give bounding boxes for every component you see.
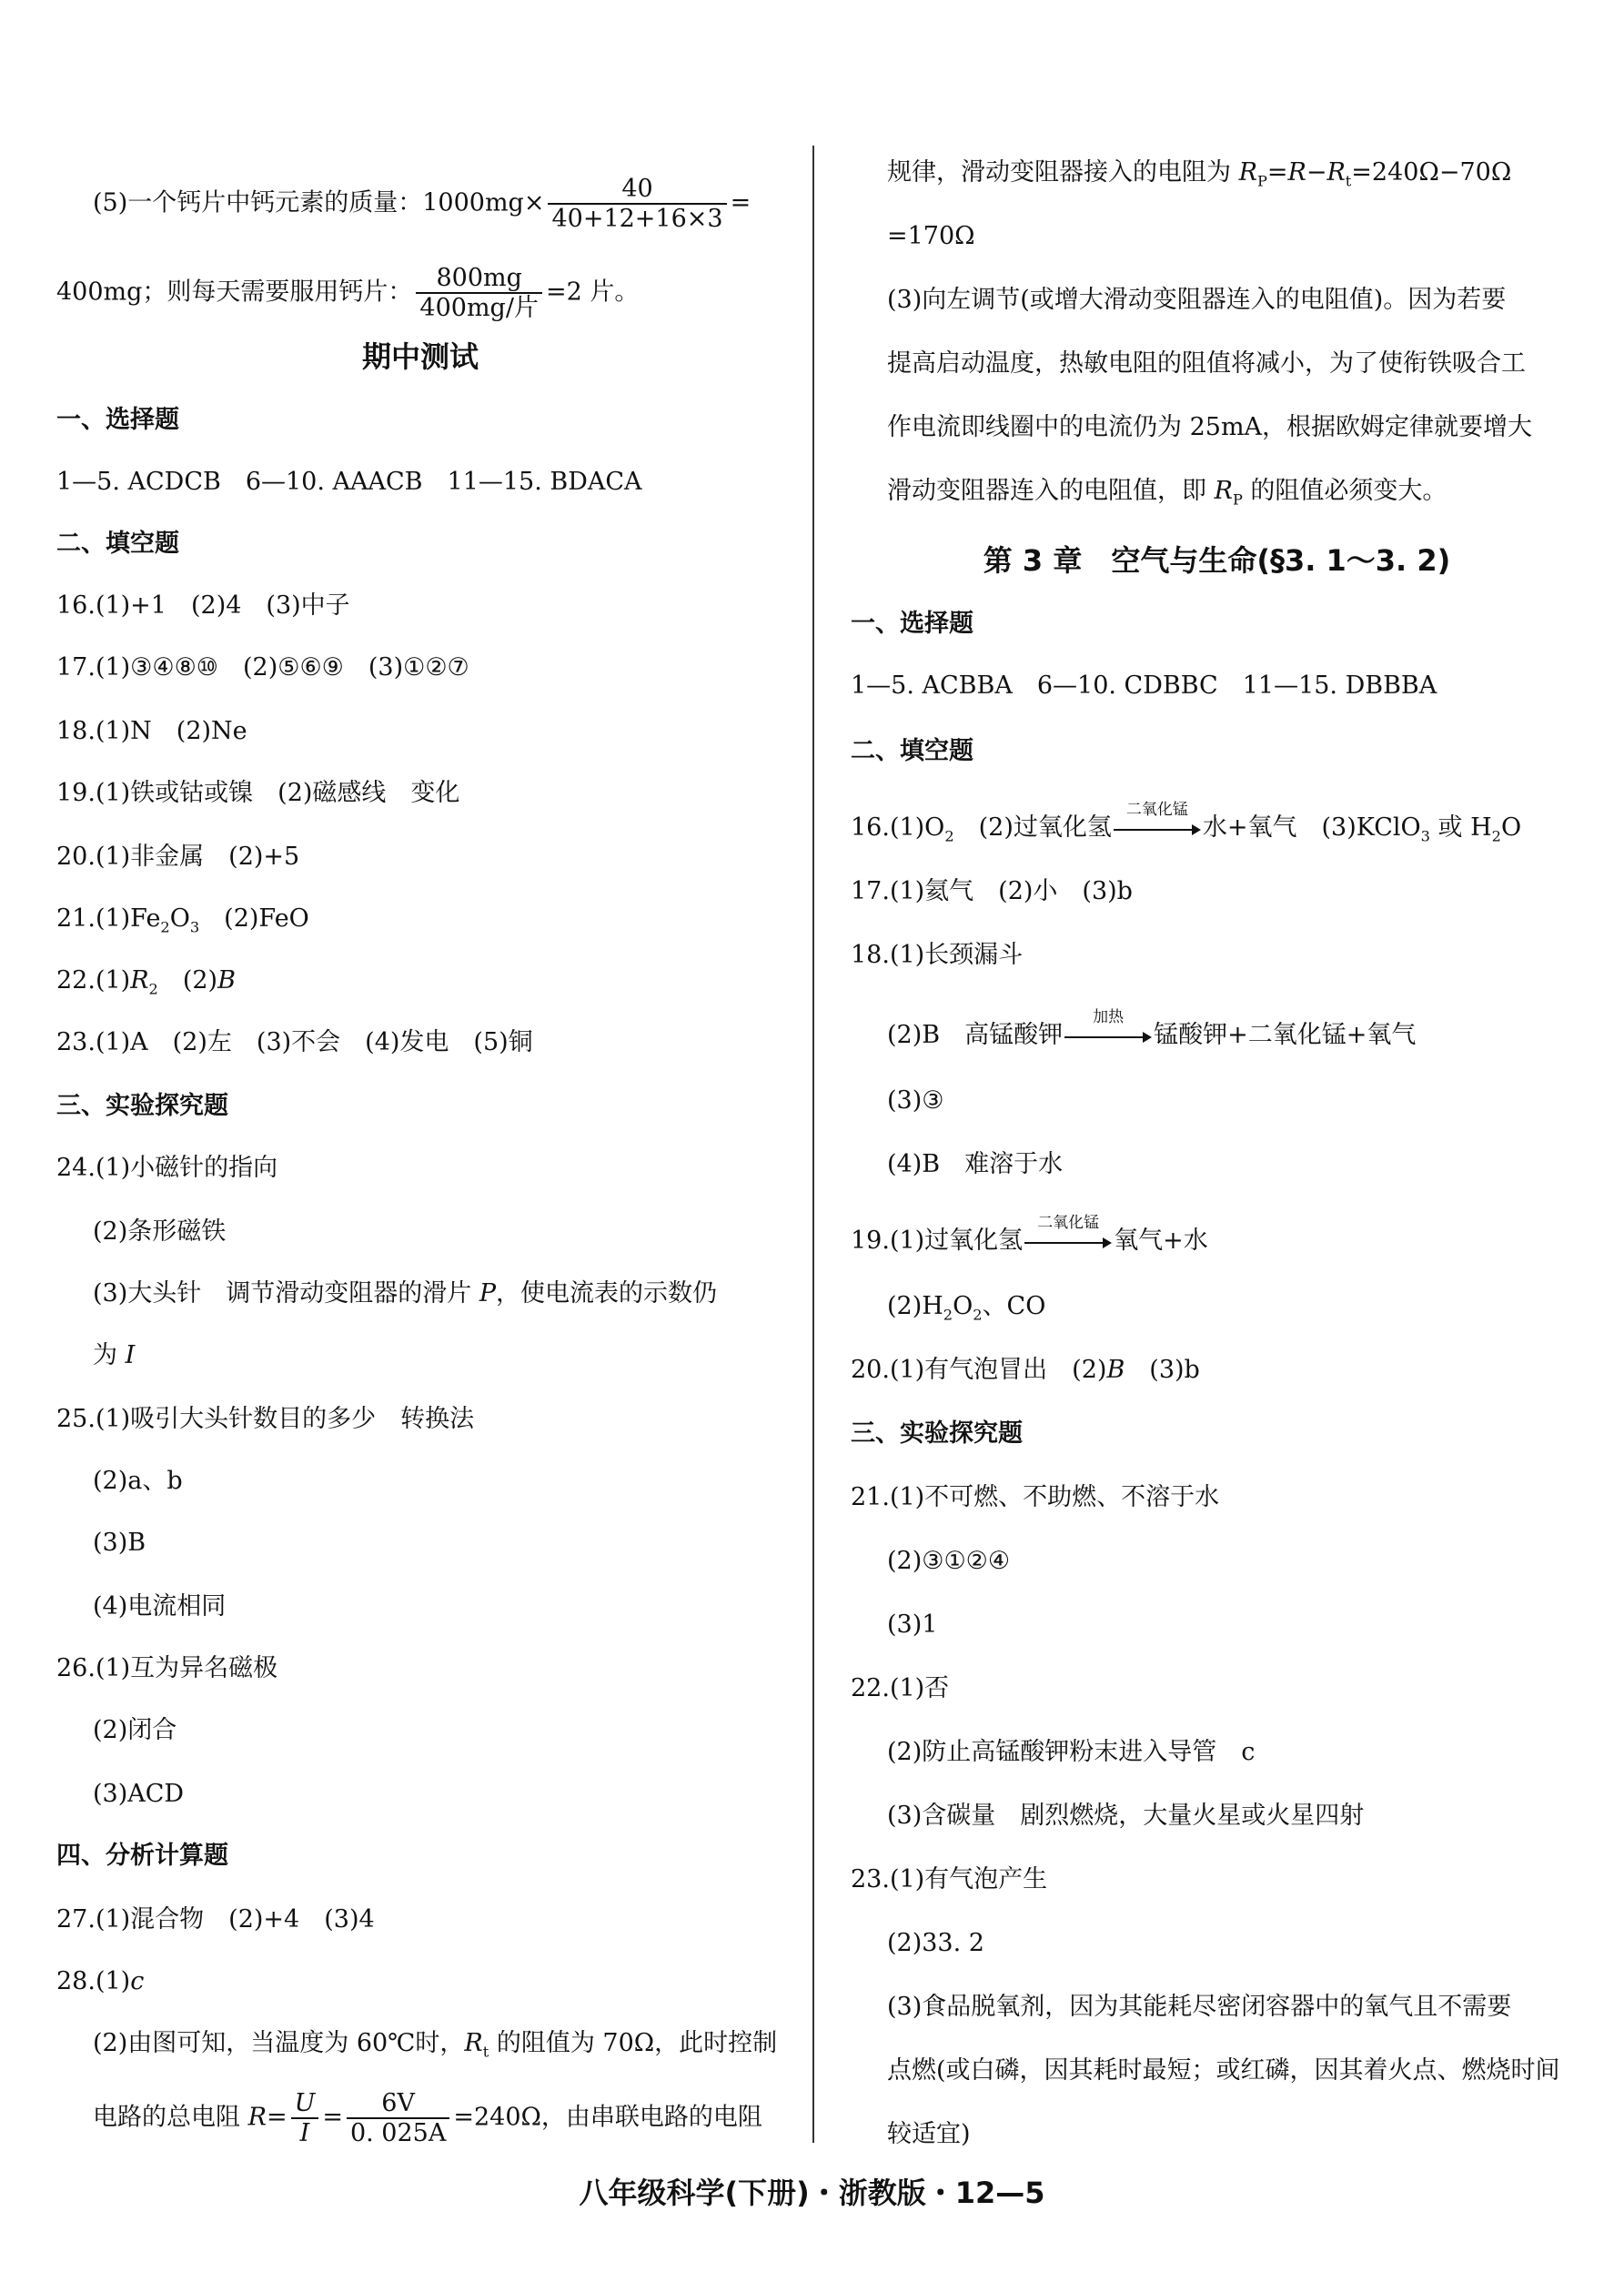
answer-18-3: (3)③ bbox=[887, 1086, 944, 1115]
answer-22: $22.(1)R_2$ (2)B bbox=[56, 966, 236, 998]
answer-16: 16.(1)+1 (2)4 (3)中子 bbox=[56, 591, 350, 620]
section-title-chapter3: 第 3 章 空气与生命(§3. 1～3. 2) bbox=[983, 543, 1451, 578]
answer-23-3: (3)食品脱氧剂，因为其能耗尽密闭容器中的氧气且不需要 bbox=[887, 1993, 1512, 2021]
answer-19-1: 19.(1)过氧化氢 二氧化锰 氧气+水 bbox=[851, 1213, 1208, 1255]
answer-17: 17.(1)氦气 (2)小 (3)b bbox=[851, 877, 1133, 905]
answer-23-2: (2)33. 2 bbox=[887, 1929, 984, 1957]
heading-experiment: 三、实验探究题 bbox=[56, 1092, 228, 1120]
reaction-arrow: 二氧化锰 bbox=[1114, 822, 1201, 836]
answer-24-3: (3)大头针 调节滑动变阻器的滑片 P，使电流表的示数仍 bbox=[93, 1279, 717, 1308]
answer-25-4: (4)电流相同 bbox=[93, 1592, 227, 1621]
answer-26-3: (3)ACD bbox=[93, 1780, 185, 1808]
answer-20: 20.(1)非金属 (2)+5 bbox=[56, 843, 300, 871]
answer-20: 20.(1)有气泡冒出 (2)B (3)b bbox=[851, 1356, 1200, 1384]
text: =2 片。 bbox=[545, 278, 640, 307]
answer-27: 27.(1)混合物 (2)+4 (3)4 bbox=[56, 1905, 375, 1934]
heading-choice: 一、选择题 bbox=[851, 610, 973, 638]
numerator: 800mg bbox=[416, 264, 542, 294]
heading-experiment: 三、实验探究题 bbox=[851, 1419, 1023, 1448]
answer-22-1: 22.(1)否 bbox=[851, 1674, 950, 1702]
page-footer: 八年级科学(下册)・浙教版・12—5 bbox=[579, 2176, 1045, 2210]
text-r1: 规律，滑动变阻器接入的电阻为 $R_P=R-R_t=240\Omega-70\Omega$ bbox=[887, 158, 1512, 190]
text: (5)一个钙片中钙元素的质量：1000mg× bbox=[93, 188, 545, 217]
denominator: 40+12+16×3 bbox=[551, 205, 723, 234]
text-r4: 提高启动温度，热敏电阻的阻值将减小，为了使衔铁吸合工 bbox=[887, 349, 1526, 378]
answer-28-2: (2)由图可知，当温度为 60℃时，$R_t$ 的阻值为 70Ω，此时控制 bbox=[93, 2029, 778, 2061]
heading-choice: 一、选择题 bbox=[56, 406, 179, 434]
answer-18-4: (4)B 难溶于水 bbox=[887, 1150, 1064, 1178]
answer-18: 18.(1)N (2)Ne bbox=[56, 717, 247, 745]
text-r2: =170Ω bbox=[887, 222, 975, 250]
answer-28-1: 28.(1)c bbox=[56, 1967, 145, 1995]
heading-calculation: 四、分析计算题 bbox=[56, 1842, 228, 1870]
answer-23-4: 点燃(或白磷，因其耗时最短；或红磷，因其着火点、燃烧时间 bbox=[887, 2056, 1560, 2085]
fraction bbox=[416, 264, 542, 322]
answer-24-1: 24.(1)小磁针的指向 bbox=[56, 1154, 278, 1182]
text-r5: 作电流即线圈中的电流仍为 25mA，根据欧姆定律就要增大 bbox=[887, 413, 1533, 441]
answer-22-2: (2)防止高锰酸钾粉末进入导管 c bbox=[887, 1738, 1256, 1766]
answer-19: 19.(1)铁或钴或镍 (2)磁感线 变化 bbox=[56, 779, 460, 807]
answer-18-2: (2)B 高锰酸钾 加热 锰酸钾+二氧化锰+氧气 bbox=[887, 1007, 1417, 1049]
answer-24-4: 为 I bbox=[93, 1341, 136, 1369]
answer-16: $16.(1)O_2$ (2)过氧化氢 二氧化锰 水+氧气 (3)KClO$_3$ 或 $H_2O$ bbox=[851, 800, 1522, 845]
text-r3: (3)向左调节(或增大滑动变阻器连入的电阻值)。因为若要 bbox=[887, 286, 1507, 314]
heading-fill: 二、填空题 bbox=[851, 737, 973, 765]
answer-24-2: (2)条形磁铁 bbox=[93, 1217, 227, 1246]
answer-23: 23.(1)A (2)左 (3)不会 (4)发电 (5)铜 bbox=[56, 1028, 533, 1056]
answer-23-5: 较适宜) bbox=[887, 2120, 971, 2148]
calc-line-2 bbox=[56, 264, 639, 322]
reaction-arrow: 加热 bbox=[1064, 1029, 1152, 1044]
answer-1-15: 1—5. ACBBA 6—10. CDBBC 11—15. DBBBA bbox=[851, 672, 1437, 700]
answer-22-3: (3)含碳量 剧烈燃烧，大量火星或火星四射 bbox=[887, 1802, 1365, 1830]
column-divider bbox=[812, 146, 814, 2143]
answer-21-1: 21.(1)不可燃、不助燃、不溶于水 bbox=[851, 1483, 1220, 1511]
text: = bbox=[730, 188, 751, 217]
answer-26-2: (2)闭合 bbox=[93, 1716, 177, 1744]
answer-17: 17.(1)③④⑧⑩ (2)⑤⑥⑨ (3)①②⑦ bbox=[56, 653, 469, 682]
answer-21: $21.(1)Fe_2O_3$ (2)FeO bbox=[56, 904, 309, 936]
answer-25-3: (3)B bbox=[93, 1529, 146, 1557]
answer-25-1: 25.(1)吸引大头针数目的多少 转换法 bbox=[56, 1405, 475, 1433]
answer-19-2: $(2)H_2O_2$、CO bbox=[887, 1292, 1046, 1324]
reaction-arrow: 二氧化锰 bbox=[1024, 1235, 1112, 1249]
answer-26-1: 26.(1)互为异名磁极 bbox=[56, 1654, 278, 1682]
calc-line-1 bbox=[93, 175, 751, 233]
answer-21-3: (3)1 bbox=[887, 1611, 938, 1639]
fraction: $\frac{U}{I}$ bbox=[291, 2089, 319, 2147]
answer-23-1: 23.(1)有气泡产生 bbox=[851, 1865, 1048, 1893]
answer-28-3: 电路的总电阻 R= $\frac{U}{I}$ = $\frac{6V}{0. 025A}$ =240Ω，由串联电路的电阻 bbox=[93, 2089, 762, 2148]
text-r6: 滑动变阻器连入的电阻值，即 $R_P$ 的阻值必须变大。 bbox=[887, 477, 1447, 509]
fraction bbox=[548, 175, 726, 233]
numerator: 40 bbox=[548, 175, 726, 205]
answer-18-1: 18.(1)长颈漏斗 bbox=[851, 941, 1024, 969]
section-title-midterm: 期中测试 bbox=[361, 339, 479, 374]
answer-1-15: 1—5. ACDCB 6—10. AAACB 11—15. BDACA bbox=[56, 468, 642, 496]
denominator: 400mg/片 bbox=[419, 294, 539, 323]
answer-21-2: (2)③①②④ bbox=[887, 1547, 1011, 1575]
fraction: $\frac{6V}{0. 025A}$ bbox=[347, 2089, 449, 2147]
text: 400mg；则每天需要服用钙片： bbox=[56, 278, 413, 307]
heading-fill: 二、填空题 bbox=[56, 530, 179, 558]
answer-25-2: (2)a、b bbox=[93, 1467, 183, 1495]
